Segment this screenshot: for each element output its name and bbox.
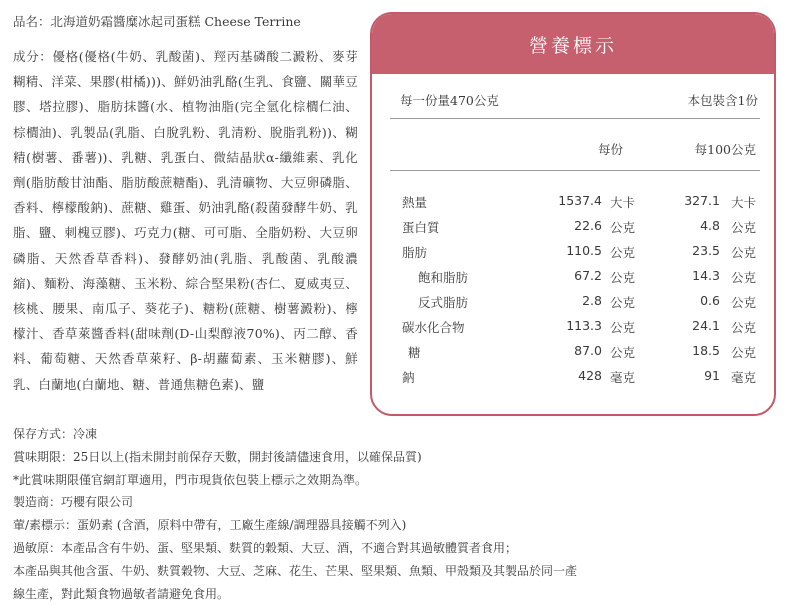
per-serving-value: 1537.4 — [558, 193, 602, 208]
per-serving-unit: 公克 — [610, 295, 636, 310]
per-serving-value: 22.6 — [574, 218, 602, 233]
nutrient-name: 糖 — [408, 345, 421, 360]
per-serving-unit: 公克 — [610, 220, 636, 235]
manufacturer: 製造商：巧櫻有限公司 — [13, 495, 134, 510]
nutrient-name: 反式脂肪 — [418, 295, 469, 310]
nutrient-row-fat — [372, 243, 774, 263]
per-100g-value: 18.5 — [692, 343, 720, 358]
per-serving-value: 113.3 — [566, 318, 602, 333]
nutrient-name: 碳水化合物 — [402, 320, 465, 335]
per-100g-unit: 公克 — [730, 320, 756, 335]
allergen-notice: 過敏原：本產品含有牛奶、蛋、堅果類、麩質的穀類、大豆、酒，不適合對其過敏體質者食用； — [13, 540, 518, 555]
nutrient-row-sugar — [372, 343, 774, 363]
vegetarian-label: 葷/素標示：蛋奶素 (含酒，原料中帶有，工廠生產線/調理器具接觸不列入) — [13, 518, 407, 533]
product-info-footer — [13, 423, 788, 605]
shelf-life: 賞味期限：25日以上(指未開封前保存天數，開封後請儘速食用，以確保品質) — [13, 449, 422, 464]
divider — [390, 170, 760, 171]
nutrition-title: 營養標示 — [372, 14, 774, 74]
servings-per-package: 本包裝含1份 — [687, 93, 758, 108]
per-serving-unit: 大卡 — [610, 195, 636, 210]
nutrition-facts-panel — [370, 12, 776, 416]
per-serving-unit: 公克 — [610, 320, 636, 335]
per-serving-unit: 公克 — [610, 245, 636, 260]
column-header-per-100g: 每100公克 — [694, 142, 756, 157]
per-serving-unit: 公克 — [610, 345, 636, 360]
nutrient-name: 蛋白質 — [402, 220, 440, 235]
nutrient-row-calories — [372, 193, 774, 213]
nutrient-name: 飽和脂肪 — [418, 270, 469, 285]
per-serving-value: 87.0 — [574, 343, 602, 358]
per-serving-value: 67.2 — [574, 268, 602, 283]
per-serving-value: 428 — [578, 368, 602, 383]
per-100g-value: 14.3 — [692, 268, 720, 283]
product-name: 品名：北海道奶霜醬糜冰起司蛋糕 Cheese Terrine — [13, 14, 301, 29]
storage-method: 保存方式：冷凍 — [13, 427, 98, 441]
per-100g-unit: 大卡 — [730, 195, 756, 210]
divider — [390, 118, 760, 119]
serving-info-row — [372, 91, 774, 111]
allergen-notice: 本產品與其他含蛋、牛奶、麩質穀物、大豆、芝麻、花生、芒果、堅果類、魚類、甲殼類及其製品於同一產 — [13, 563, 578, 578]
serving-size: 每一份量470公克 — [400, 93, 499, 108]
per-100g-value: 0.6 — [700, 293, 720, 308]
nutrient-name: 脂肪 — [402, 245, 428, 260]
nutrient-row-carbohydrate — [372, 318, 774, 338]
per-100g-unit: 公克 — [730, 345, 756, 360]
shelf-life-note: *此賞味期限僅官網訂單適用，門市現貨依包裝上標示之效期為準。 — [13, 472, 368, 487]
per-serving-value: 110.5 — [566, 243, 602, 258]
per-100g-unit: 公克 — [730, 270, 756, 285]
allergen-notice: 線生產，對此類食物過敏者請避免食用。 — [13, 586, 230, 601]
nutrient-name: 熱量 — [402, 195, 428, 210]
nutrient-row-protein — [372, 218, 774, 238]
nutrient-row-sodium — [372, 368, 774, 388]
nutrient-row-trans-fat — [372, 293, 774, 313]
nutrient-row-saturated-fat — [372, 268, 774, 288]
per-serving-unit: 公克 — [610, 270, 636, 285]
per-100g-value: 91 — [704, 368, 720, 383]
nutrient-name: 鈉 — [402, 370, 415, 385]
per-serving-value: 2.8 — [582, 293, 602, 308]
column-header-per-serving: 每份 — [598, 142, 624, 157]
per-100g-value: 24.1 — [692, 318, 720, 333]
per-100g-unit: 公克 — [730, 245, 756, 260]
per-100g-value: 327.1 — [684, 193, 720, 208]
per-100g-unit: 公克 — [730, 295, 756, 310]
per-100g-unit: 公克 — [730, 220, 756, 235]
per-100g-value: 4.8 — [700, 218, 720, 233]
per-serving-unit: 毫克 — [610, 370, 636, 385]
per-100g-value: 23.5 — [692, 243, 720, 258]
per-100g-unit: 毫克 — [730, 370, 756, 385]
ingredients-list: 成分：優格(優格(牛奶、乳酸菌)、羥丙基磷酸二澱粉、麥芽糊精、洋菜、果膠(柑橘)))、鮮奶油乳酪(生乳、食鹽、關華豆膠、塔拉膠)、脂肪抹醬(水、植物油脂(完全氫化棕櫚仁油、棕櫚油)、乳製品(乳脂、白脫乳粉、乳清粉、脫脂乳粉))、糊精(樹薯、番薯))、乳糖、乳蛋白、微結晶狀α-纖維素、乳化劑(脂肪酸甘油酯、脂肪酸蔗糖酯)、乳清礦物、大豆卵磷脂、香料、檸檬酸鈉)、蔗糖、雞蛋、奶油乳酪(殺菌發酵牛奶、乳脂、鹽、刺槐豆膠)、巧克力(糖、可可脂、全脂奶粉、大豆卵磷脂、天然香草香料)、發酵奶油(乳脂、乳酸菌、乳酸濃縮)、麵粉、海藻糖、玉米粉、綜合堅果粉(杏仁、夏威夷豆、核桃、腰果、南瓜子、葵花子)、糖粉(蔗糖、樹薯澱粉)、檸檬汁、香草萊醬香料(甜味劑(D-山梨醇液70%)、丙二醇、香料、葡萄糖、天然香草萊籽、β-胡蘿蔔素、玉米糖膠)、鮮乳、白蘭地(白蘭地、糖、普通焦糖色素)、鹽 — [13, 49, 358, 392]
